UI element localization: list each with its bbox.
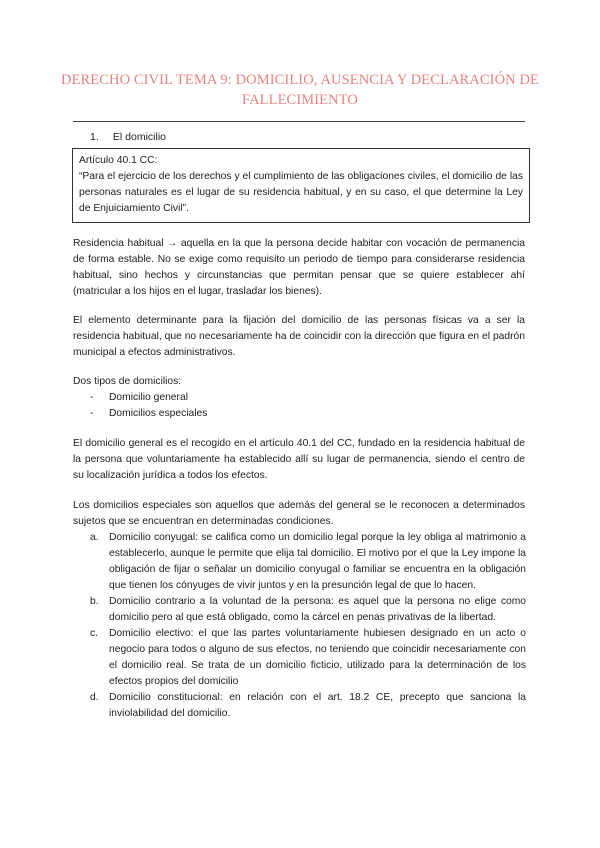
quote-heading: Artículo 40.1 CC: <box>79 155 158 166</box>
list-item <box>90 690 526 722</box>
list-item <box>90 626 526 690</box>
list-marker: c. <box>90 628 99 639</box>
section-label: El domicilio <box>112 131 167 143</box>
paragraph-elemento: El elemento determinante para la fijación del domicilio de las personas físicas va a ser la residencia habitual, que no necesariamente ha de coincidir con la dirección que figura en el padrón municipal a efectos administrativos. <box>73 315 525 358</box>
list-item <box>90 390 520 406</box>
article-quote-box <box>72 148 530 223</box>
quote-body: “Para el ejercicio de los derechos y el cumplimiento de las obligaciones civiles, el domicilio de las personas naturales es el lugar de su residencia habitual, y en su caso, el que determine la Ley de Enjuiciamiento Civil”. <box>79 171 523 214</box>
list-item <box>90 530 526 594</box>
paragraph-residencia: Residencia habitual → aquella en la que la persona decide habitar con vocación de permanencia de forma estable. No se exige como requisito un periodo de tiempo para considerarse residencia habitual, sino hechos y circunstancias que permitan pensar que se quiere establecer ahí (matricular a los hijos en el lugar, trasladar los bienes). <box>73 238 525 297</box>
section-number: 1. <box>90 131 99 143</box>
list-marker: a. <box>90 532 99 543</box>
list-item-text: Domicilio electivo: el que las partes voluntariamente hubiesen designado en un acto o negocio para todos o alguno de sus efectos, no teniendo que coincidir necesariamente con el domicilio real. Se trata de un domicilio ficticio, utilizado para la determinación de los efectos propios del domicilio <box>109 628 526 687</box>
list-marker: d. <box>90 692 99 703</box>
list-item <box>90 594 526 626</box>
list-item-text: Domicilio constitucional: en relación con el art. 18.2 CE, precepto que sanciona la inviolabilidad del domicilio. <box>109 692 526 719</box>
document-title: DERECHO CIVIL TEMA 9: DOMICILIO, AUSENCIA Y DECLARACIÓN DE FALLECIMIENTO <box>61 72 539 108</box>
section-heading <box>90 131 166 143</box>
list-item-text: Domicilio general <box>109 392 188 403</box>
list-item <box>90 406 520 422</box>
list-item-text: Domicilio contrario a la voluntad de la persona: es aquel que la persona no elige como domicilio pero al que está obligado, como la cárcel en penas privativas de la libertad. <box>109 596 526 623</box>
list-marker: - <box>90 392 94 403</box>
paragraph-tipos-intro: Dos tipos de domicilios: <box>73 376 182 387</box>
paragraph-general: El domicilio general es el recogido en el artículo 40.1 del CC, fundado en la residencia habitual de la persona que voluntariamente ha establecido allí su lugar de permanencia, siendo el centro de su localización jurídica a todos los efectos. <box>73 438 525 481</box>
list-item-text: Domicilio conyugal: se califica como un domicilio legal porque la ley obliga al matrimonio a establecerlo, aunque le permite que elija tal domicilio. El motivo por el que la Ley impone la obligación de fijar o señalar un domicilio conyugal o familiar se encuentra en la obligación que tienen los cónyuges de vivir juntos y en la presunción legal de que lo hacen. <box>109 532 526 591</box>
tipos-list <box>90 390 520 422</box>
especiales-list <box>90 530 526 722</box>
list-marker: - <box>90 408 94 419</box>
list-marker: b. <box>90 596 99 607</box>
list-item-text: Domicilios especiales <box>109 408 208 419</box>
title-divider <box>73 121 525 122</box>
paragraph-especiales: Los domicilios especiales son aquellos que además del general se le reconocen a determinados sujetos que se encuentran en determinadas condiciones. <box>73 500 525 527</box>
